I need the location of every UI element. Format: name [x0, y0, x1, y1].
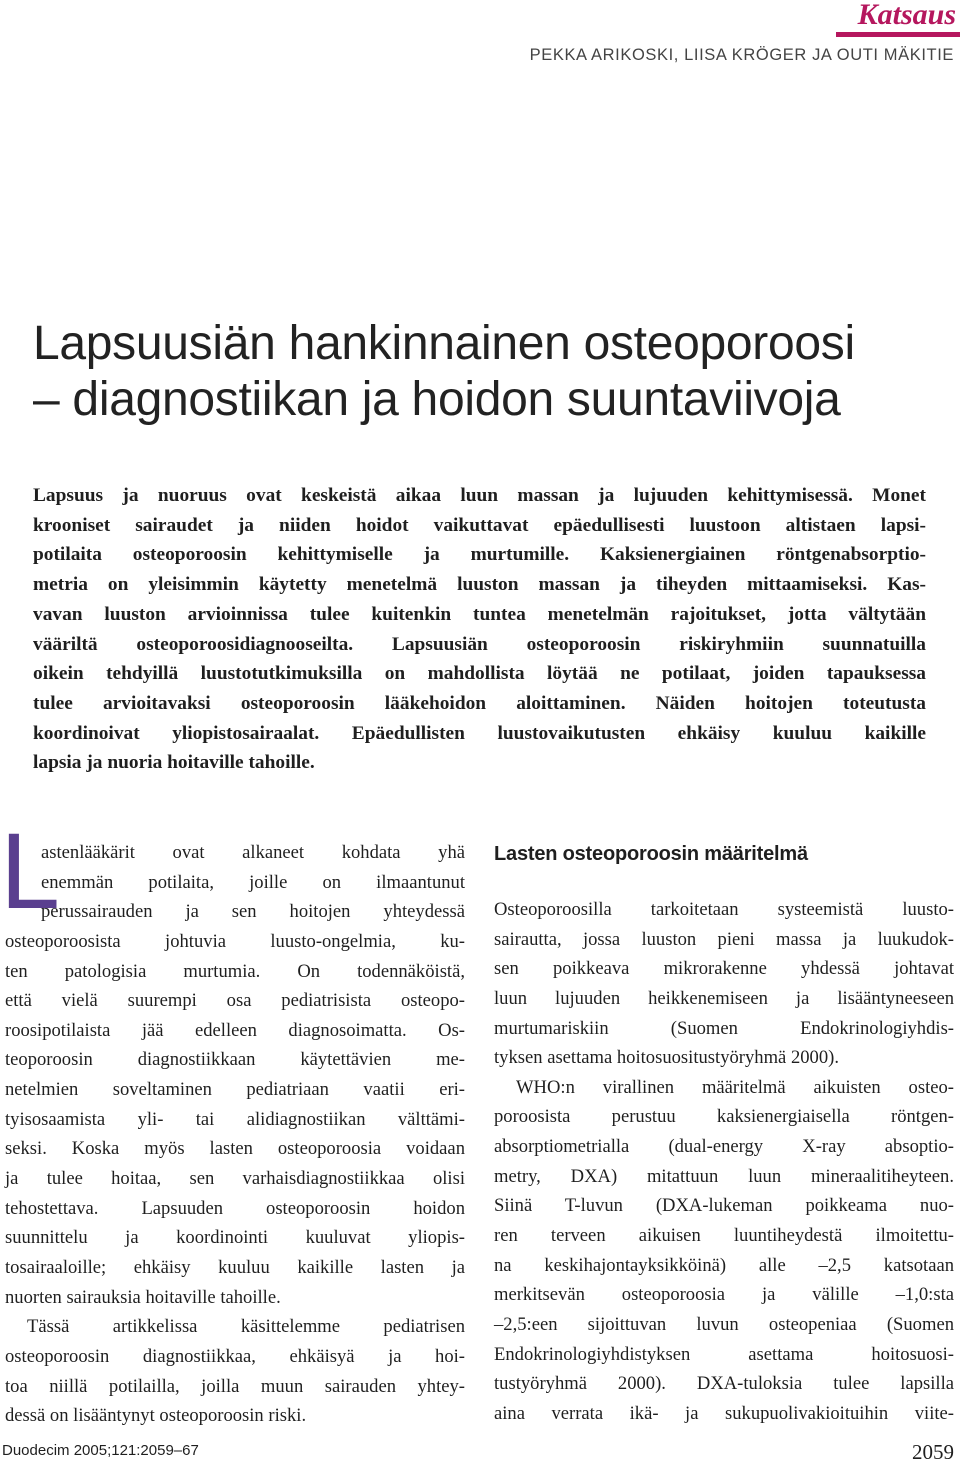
body-line: netelmien soveltaminen pediatriaan vaatii eri-: [5, 1079, 465, 1101]
body-line: Osteoporoosilla tarkoitetaan systeemistä luusto-: [494, 899, 954, 920]
body-line: metry, DXA) mitattuun luun mineraalitiheyteen.: [494, 1165, 954, 1187]
body-line: tosairaaloille; ehkäisy kuuluu kaikille lasten ja: [5, 1256, 465, 1278]
lead-line: metria on yleisimmin käytetty menetelmä luuston massan ja tiheyden mittaamiseksi. Kas-: [33, 574, 926, 596]
body-line: Siinä T-luvun (DXA-lukeman poikkeama nuo-: [494, 1195, 954, 1217]
title-line: – diagnostiikan ja hoidon suuntaviivoja: [33, 373, 841, 426]
body-line: poroosista perustuu kaksienergiaisella röntgen-: [494, 1106, 954, 1128]
body-line: –2,5:een sijoittuvan luvun osteopeniaa (Suomen: [494, 1313, 954, 1335]
body-line: WHO:n virallinen määritelmä aikuisten osteo-: [516, 1076, 954, 1098]
body-line: tyksen asettama hoitosuositustyöryhmä 2000).: [494, 1047, 839, 1069]
body-line: sen poikkeava mikrorakenne yhdessä johtavat: [494, 958, 954, 980]
body-line: ren terveen aikuisen luuntiheydestä ilmoitettu-: [494, 1225, 954, 1247]
lead-paragraph: [33, 481, 926, 778]
lead-line: potilaita osteoporoosin kehittymiselle ja murtumille. Kaksienergiainen röntgenabsorptio-: [33, 544, 926, 566]
body-line: murtumariskiin (Suomen Endokrinologiyhdis-: [494, 1017, 954, 1039]
body-line: tustyöryhmä 2000). DXA-tuloksia tulee lapsilla: [494, 1373, 954, 1395]
lead-line: tulee arvioitavaksi osteoporoosin lääkehoidon aloittaminen. Näiden hoitojen toteutusta: [33, 692, 926, 714]
body-line: Endokrinologiyhdistyksen asettama hoitosuosi-: [494, 1343, 954, 1365]
article-title: [33, 316, 933, 428]
body-line: Tässä artikkelissa käsittelemme pediatrisen: [27, 1316, 465, 1338]
lead-line: vääriltä osteoporoosidiagnooseilta. Lapsuusiän osteoporoosin riskiryhmiin suunnatuilla: [33, 633, 926, 655]
lead-line: vavan luuston arvioinnissa tulee kuitenkin tuntea menetelmän rajoitukset, jotta vältytään: [33, 603, 926, 625]
body-line: aina verrata ikä- ja sukupuolivakioituihin viite-: [494, 1402, 954, 1424]
body-line: teoporoosin diagnostiikkaan käytettävien me-: [5, 1049, 465, 1071]
body-line: merkitsevän osteoporoosia ja välille –1,0:sta: [494, 1284, 954, 1306]
body-line: nuorten sairauksia hoitaville tahoille.: [5, 1286, 281, 1308]
body-column-left: [5, 838, 465, 1431]
lead-line: Lapsuus ja nuoruus ovat keskeistä aikaa luun massan ja lujuuden kehittymisessä. Monet: [33, 485, 926, 506]
body-line: toa niillä potilailla, joilla muun sairauden yhtey-: [5, 1375, 465, 1397]
body-line: sairautta, jossa luuston pieni massa ja luukudok-: [494, 928, 954, 950]
journal-citation: Duodecim 2005;121:2059–67: [2, 1442, 199, 1459]
body-line: tehostettava. Lapsuuden osteoporoosin hoidon: [5, 1197, 465, 1219]
body-column-right: [494, 895, 954, 1429]
body-line: roosipotilaista jää edelleen diagnosoimatta. Os-: [5, 1019, 465, 1041]
section-heading: Lasten osteoporoosin määritelmä: [494, 843, 808, 865]
dropcap: L: [0, 810, 61, 931]
lead-line: koordinoivat yliopistosairaalat. Epäedullisten luustovaikutusten ehkäisy kuuluu kaikille: [33, 722, 926, 744]
body-line: absorptiometrialla (dual-energy X-ray absoptio-: [494, 1136, 954, 1158]
body-line: seksi. Koska myös lasten osteoporoosia voidaan: [5, 1138, 465, 1160]
body-line: suunnittelu ja koordinointi kuuluvat yliopis-: [5, 1227, 465, 1249]
body-line: osteoporoosin diagnostiikkaa, ehkäisyä ja hoi-: [5, 1345, 465, 1367]
body-line: astenlääkärit ovat alkaneet kohdata yhä: [41, 842, 465, 863]
section-rule: [836, 32, 960, 37]
authors: PEKKA ARIKOSKI, LIISA KRÖGER JA OUTI MÄKITIE: [529, 46, 954, 64]
body-line: että vielä suurempi osa pediatrisista osteopo-: [5, 990, 465, 1012]
section-label: Katsaus: [857, 0, 956, 31]
title-line: Lapsuusiän hankinnainen osteoporoosi: [33, 317, 855, 370]
lead-line: krooniset sairaudet ja niiden hoidot vaikuttavat epäedullisesti luustoon altistaen lapsi-: [33, 514, 926, 536]
body-line: dessä on lisääntynyt osteoporoosin riski.: [5, 1405, 307, 1427]
body-line: ten patologisia murtumia. On todennäköistä,: [5, 960, 465, 982]
body-line: luun lujuuden heikkenemiseen ja lisääntyneeseen: [494, 987, 954, 1009]
body-line: ja tulee hoitaa, sen varhaisdiagnostiikkaa olisi: [5, 1168, 465, 1190]
lead-line: oikein tehdyillä luustotutkimuksilla on mahdollista löytää ne potilaat, joiden tapauksessa: [33, 663, 926, 685]
lead-line: lapsia ja nuoria hoitaville tahoille.: [33, 752, 315, 774]
body-line: tyisosaamista yli- tai alidiagnostiikan välttämi-: [5, 1108, 465, 1130]
page-number: 2059: [912, 1440, 954, 1464]
body-line: na keskihajontayksikköinä) alle –2,5 katsotaan: [494, 1254, 954, 1276]
body-line: enemmän potilaita, joille on ilmaantunut: [41, 871, 465, 893]
body-line: perussairauden ja sen hoitojen yhteydessä: [41, 901, 465, 923]
body-line: osteoporoosista johtuvia luusto-ongelmia, ku-: [5, 930, 465, 952]
